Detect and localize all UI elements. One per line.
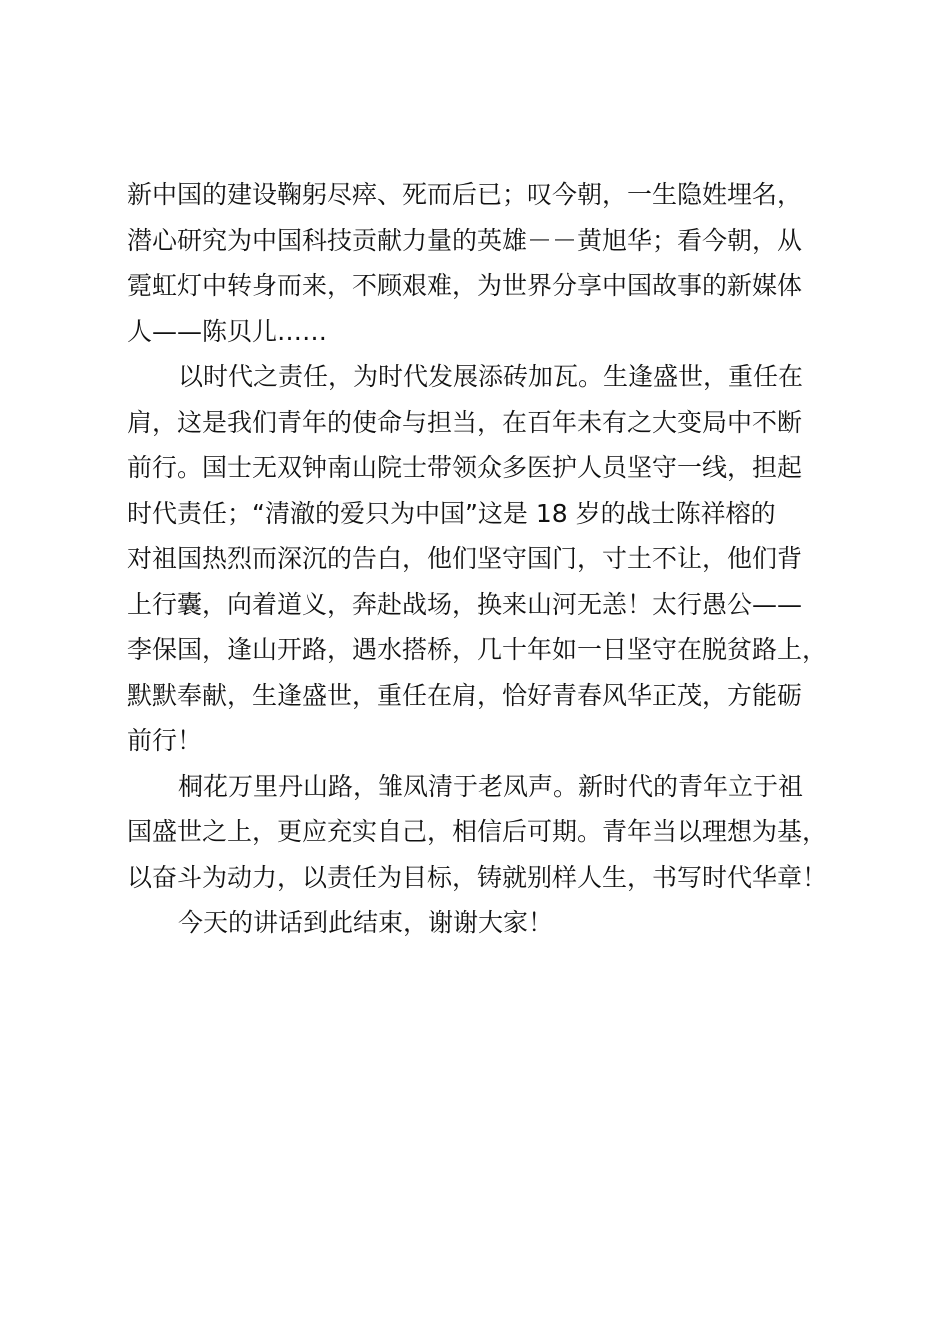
text-line: 以时代之责任，为时代发展添砖加瓦。生逢盛世，重任在 (178, 362, 804, 391)
text-line: 霓虹灯中转身而来，不顾艰难，为世界分享中国故事的新媒体 (127, 271, 803, 300)
paragraph-1 (127, 172, 857, 354)
text-line: 肩，这是我们青年的使命与担当，在百年未有之大变局中不断 (127, 407, 803, 437)
text-line: 潜心研究为中国科技贡献力量的英雄－－黄旭华；看今朝，从 (127, 225, 803, 255)
text-line: 上行囊，向着道义，奔赴战场，换来山河无恙！太行愚公—— (127, 589, 803, 619)
text-line: 前行。国士无双钟南山院士带领众多医护人员坚守一线，担起 (127, 453, 803, 482)
text-line: 人——陈贝儿…… (127, 316, 328, 346)
text-line: 国盛世之上，更应充实自己，相信后可期。青年当以理想为基， (127, 817, 828, 846)
paragraph-2 (127, 354, 857, 764)
text-line: 前行！ (127, 726, 203, 755)
text-line: 桐花万里丹山路，雏凤清于老凤声。新时代的青年立于祖 (178, 771, 804, 801)
text-line: 新中国的建设鞠躬尽瘁、死而后已；叹今朝，一生隐姓埋名， (127, 180, 803, 209)
paragraph-4 (127, 900, 857, 946)
document-body (127, 172, 857, 946)
text-line: 以奋斗为动力，以责任为目标，铸就别样人生，书写时代华章！ (127, 862, 828, 892)
text-line: 今天的讲话到此结束，谢谢大家！ (178, 908, 554, 937)
text-line: 默默奉献，生逢盛世，重任在肩，恰好青春风华正茂，方能砺 (127, 680, 803, 710)
paragraph-3 (127, 764, 857, 901)
text-line: 李保国，逢山开路，遇水搭桥，几十年如一日坚守在脱贫路上， (127, 635, 828, 664)
text-line: 时代责任；“清澈的爱只为中国”这是 18 岁的战士陈祥榕的 (127, 498, 776, 528)
text-line: 对祖国热烈而深沉的告白，他们坚守国门，寸土不让，他们背 (127, 544, 803, 573)
